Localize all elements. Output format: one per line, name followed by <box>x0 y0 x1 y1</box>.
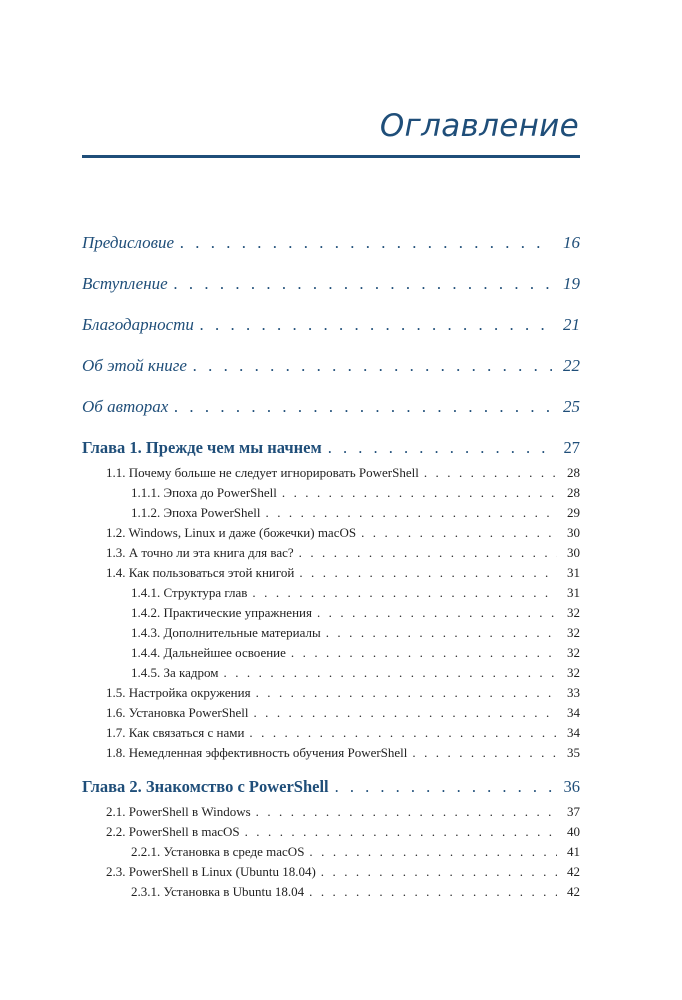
toc-entry-page-number: 42 <box>567 864 580 879</box>
toc-entry-sec <box>106 824 580 840</box>
toc-entry-title: 1.4.4. Дальнейшее освоение <box>131 645 286 660</box>
toc-entry-page-number: 31 <box>567 565 580 580</box>
dot-leader <box>180 233 552 253</box>
toc-entry-page-number: 32 <box>567 645 580 660</box>
toc-entry-sec <box>106 864 580 880</box>
dot-leader <box>309 844 557 860</box>
toc-entry-sub <box>131 605 580 621</box>
dot-leader <box>249 725 557 741</box>
toc-entry-title: 1.1.1. Эпоха до PowerShell <box>131 485 277 500</box>
toc-entry-sub <box>131 505 580 521</box>
dot-leader <box>299 545 557 561</box>
toc-entry-title: 1.4.5. За кадром <box>131 665 219 680</box>
dot-leader <box>174 274 552 294</box>
dot-leader <box>266 505 557 521</box>
toc-entry-front <box>82 274 580 294</box>
dot-leader <box>335 777 552 797</box>
dot-leader <box>174 397 552 417</box>
toc-entry-title: 1.6. Установка PowerShell <box>106 705 249 720</box>
toc-entry-front <box>82 233 580 253</box>
toc-entry-page-number: 31 <box>567 585 580 600</box>
toc-entry-sub <box>131 884 580 900</box>
toc-entry-page-number: 28 <box>567 465 580 480</box>
toc-entry-title: 2.2.1. Установка в среде macOS <box>131 844 305 859</box>
dot-leader <box>200 315 552 335</box>
toc-entry-page-number: 25 <box>563 397 580 416</box>
toc-entry-sec <box>106 565 580 581</box>
toc-entry-title: 1.4.2. Практические упражнения <box>131 605 312 620</box>
toc-entry-sec <box>106 745 580 761</box>
dot-leader <box>361 525 557 541</box>
toc-entry-page-number: 21 <box>563 315 580 334</box>
toc-entry-title: 1.4.3. Дополнительные материалы <box>131 625 321 640</box>
dot-leader <box>252 585 557 601</box>
toc-entry-page-number: 32 <box>567 625 580 640</box>
toc-entry-front <box>82 397 580 417</box>
toc-entry-sub <box>131 485 580 501</box>
toc-entry-sub <box>131 585 580 601</box>
page-title: Оглавление <box>379 108 579 144</box>
toc-entry-page-number: 36 <box>563 777 580 796</box>
toc-entry-page-number: 33 <box>567 685 580 700</box>
dot-leader <box>424 465 557 481</box>
toc-entry-page-number: 32 <box>567 605 580 620</box>
toc-entry-title: 1.8. Немедленная эффективность обучения PowerShell <box>106 745 408 760</box>
toc-entry-page-number: 22 <box>563 356 580 375</box>
toc-entry-chapter <box>82 438 580 458</box>
dot-leader <box>328 438 552 458</box>
toc-entry-title: 1.1.2. Эпоха PowerShell <box>131 505 261 520</box>
toc-entry-sec <box>106 525 580 541</box>
toc-entry-sec <box>106 685 580 701</box>
toc-entry-page-number: 19 <box>563 274 580 293</box>
toc-entry-title: 1.5. Настройка окружения <box>106 685 251 700</box>
toc-entry-page-number: 42 <box>567 884 580 899</box>
toc-entry-title: 1.7. Как связаться с нами <box>106 725 245 740</box>
toc-entry-page-number: 29 <box>567 505 580 520</box>
toc-entry-title: 2.2. PowerShell в macOS <box>106 824 240 839</box>
toc-entry-page-number: 35 <box>567 745 580 760</box>
toc-entry-page-number: 16 <box>563 233 580 252</box>
toc-entry-title: Благодарности <box>82 315 194 334</box>
toc-entry-title: 1.4. Как пользоваться этой книгой <box>106 565 295 580</box>
dot-leader <box>291 645 557 661</box>
toc-entry-chapter <box>82 777 580 797</box>
toc-entry-title: 2.3.1. Установка в Ubuntu 18.04 <box>131 884 305 899</box>
toc-entry-sec <box>106 804 580 820</box>
toc-entry-front <box>82 315 580 335</box>
dot-leader <box>245 824 557 840</box>
toc-entry-sub <box>131 665 580 681</box>
toc-entry-title: Вступление <box>82 274 168 293</box>
toc-entry-title: 2.3. PowerShell в Linux (Ubuntu 18.04) <box>106 864 316 879</box>
toc-entry-page-number: 34 <box>567 725 580 740</box>
dot-leader <box>309 884 557 900</box>
toc-entry-title: 1.4.1. Структура глав <box>131 585 248 600</box>
dot-leader <box>412 745 557 761</box>
toc-entry-page-number: 32 <box>567 665 580 680</box>
toc-entry-page-number: 27 <box>563 438 580 457</box>
toc-entry-title: Глава 1. Прежде чем мы начнем <box>82 438 322 457</box>
toc-entry-title: Об авторах <box>82 397 169 416</box>
toc-entry-sec <box>106 545 580 561</box>
dot-leader <box>253 705 557 721</box>
toc-entry-title: 1.3. А точно ли эта книга для вас? <box>106 545 294 560</box>
toc-entry-title: 2.1. PowerShell в Windows <box>106 804 251 819</box>
toc-entry-page-number: 28 <box>567 485 580 500</box>
toc-entry-title: 1.1. Почему больше не следует игнорировать PowerShell <box>106 465 419 480</box>
dot-leader <box>321 864 557 880</box>
toc-entry-sub <box>131 625 580 641</box>
toc-entry-sec <box>106 465 580 481</box>
dot-leader <box>193 356 552 376</box>
toc-entry-title: 1.2. Windows, Linux и даже (божечки) macOS <box>106 525 357 540</box>
toc-entry-title: Глава 2. Знакомство с PowerShell <box>82 777 329 796</box>
dot-leader <box>299 565 557 581</box>
toc-entry-sec <box>106 725 580 741</box>
dot-leader <box>256 804 557 820</box>
toc-entry-page-number: 40 <box>567 824 580 839</box>
toc-entry-page-number: 30 <box>567 525 580 540</box>
toc-entry-sub <box>131 844 580 860</box>
toc-entry-sub <box>131 645 580 661</box>
toc-entry-page-number: 34 <box>567 705 580 720</box>
dot-leader <box>326 625 557 641</box>
dot-leader <box>224 665 557 681</box>
toc-entry-page-number: 41 <box>567 844 580 859</box>
toc-entry-sec <box>106 705 580 721</box>
toc-entry-front <box>82 356 580 376</box>
toc-entry-page-number: 37 <box>567 804 580 819</box>
dot-leader <box>256 685 557 701</box>
dot-leader <box>282 485 557 501</box>
dot-leader <box>317 605 557 621</box>
toc-entry-page-number: 30 <box>567 545 580 560</box>
toc-entry-title: Об этой книге <box>82 356 187 375</box>
toc-entry-title: Предисловие <box>82 233 175 252</box>
